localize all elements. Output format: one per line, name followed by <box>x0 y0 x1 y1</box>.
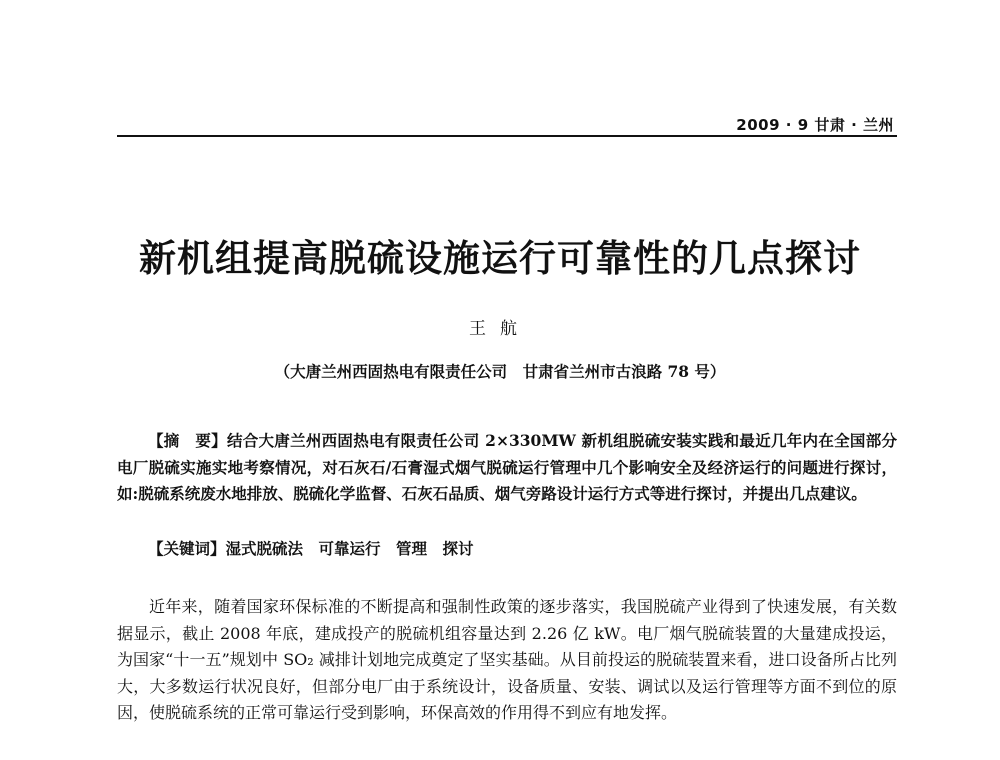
paper-affiliation: （大唐兰州西固热电有限责任公司 甘肃省兰州市古浪路 78 号） <box>274 362 726 381</box>
abstract-text: 结合大唐兰州西固热电有限责任公司 2×330MW 新机组脱硫安装实践和最近几年内在全国部分电厂脱硫实施实地考察情况，对石灰石/石膏湿式烟气脱硫运行管理中几个影响安全及经济运行的问题进行探讨，如:脱硫系统废水地排放、脱硫化学监督、石灰石品质、烟气旁路设计运行方式等进行探讨，并提出几点建议。 <box>117 431 897 503</box>
keywords <box>117 536 897 563</box>
paper-title: 新机组提高脱硫设施运行可靠性的几点探讨 <box>139 236 861 280</box>
abstract-label: 【摘 要】 <box>148 431 227 450</box>
body-paragraph: 近年来，随着国家环保标准的不断提高和强制性政策的逐步落实，我国脱硫产业得到了快速发展，有关数据显示，截止 2008 年底，建成投产的脱硫机组容量达到 2.26 亿 kW。电厂烟气脱硫装置的大量建成投运，为国家“十一五”规划中 SO₂ 减排计划地完成奠定了坚实基础。从目前投运的脱硫装置来看，进口设备所占比列大，大多数运行状况良好，但部分电厂由于系统设计，设备质量、安装、调试以及运行管理等方面不到位的原因，使脱硫系统的正常可靠运行受到影响，环保高效的作用得不到应有地发挥。 <box>117 597 897 722</box>
keywords-label: 【关键词】 <box>148 539 226 558</box>
keywords-text: 湿式脱硫法 可靠运行 管理 探讨 <box>225 539 474 558</box>
running-header: 2009 · 9 甘肃 · 兰州 <box>736 116 894 134</box>
header-rule <box>117 135 897 137</box>
paper-author: 王航 <box>469 319 531 339</box>
abstract <box>117 428 897 508</box>
